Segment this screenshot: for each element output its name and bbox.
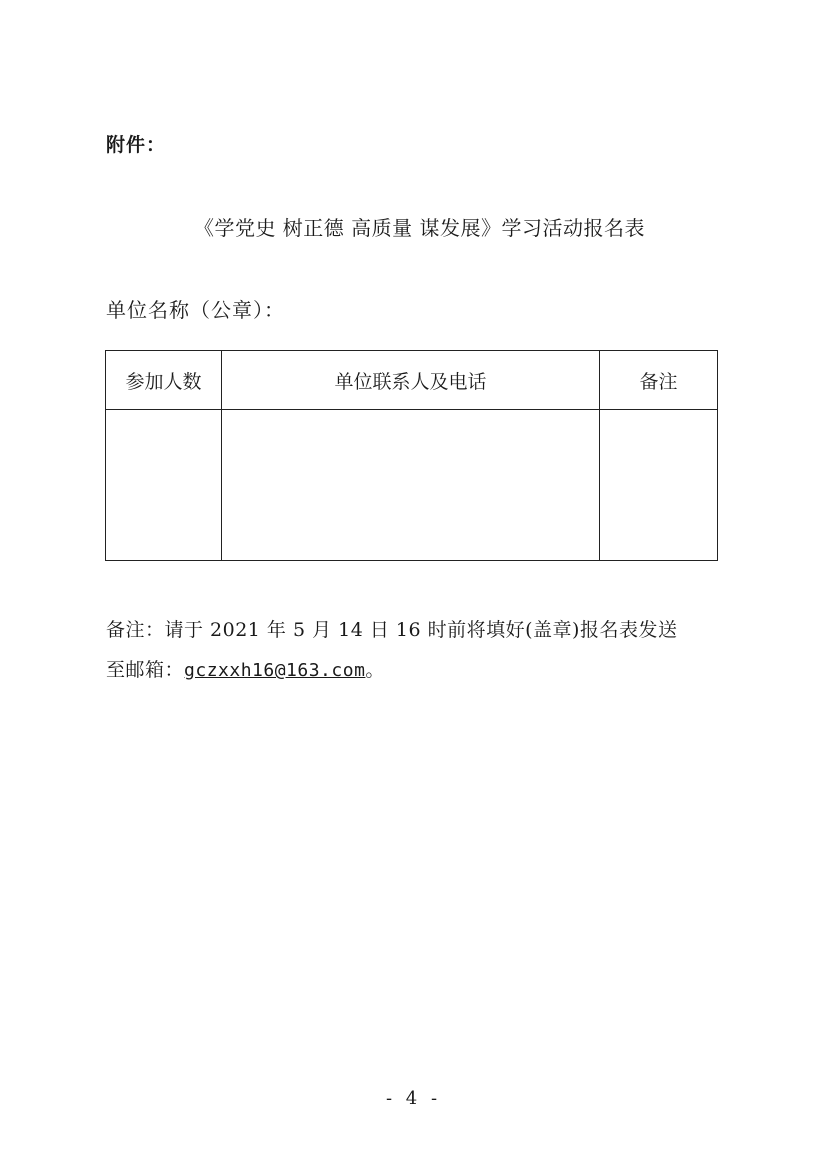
cell-contact[interactable] xyxy=(222,410,600,561)
note-line-2 xyxy=(106,650,746,691)
unit-name-label: 单位名称（公章）： xyxy=(106,298,285,322)
remark-note xyxy=(106,610,746,691)
header-participants: 参加人数 xyxy=(106,351,222,410)
page-number: - 4 - xyxy=(385,1088,442,1109)
header-contact: 单位联系人及电话 xyxy=(222,351,600,410)
registration-table xyxy=(105,350,718,561)
note-email-prefix: 至邮箱： xyxy=(106,659,185,681)
table-header-row xyxy=(106,351,718,410)
attachment-label: 附件： xyxy=(106,134,167,156)
email-link[interactable]: gczxxh16@163.com xyxy=(184,660,366,681)
cell-participants[interactable] xyxy=(106,410,222,561)
header-remarks: 备注 xyxy=(600,351,718,410)
note-email-suffix: 。 xyxy=(365,659,385,681)
note-line-1: 备注：请于 2021 年 5 月 14 日 16 时前将填好(盖章)报名表发送 xyxy=(106,619,678,641)
table-row xyxy=(106,410,718,561)
cell-remarks[interactable] xyxy=(600,410,718,561)
document-title: 《学党史 树正德 高质量 谋发展》学习活动报名表 xyxy=(193,216,646,240)
